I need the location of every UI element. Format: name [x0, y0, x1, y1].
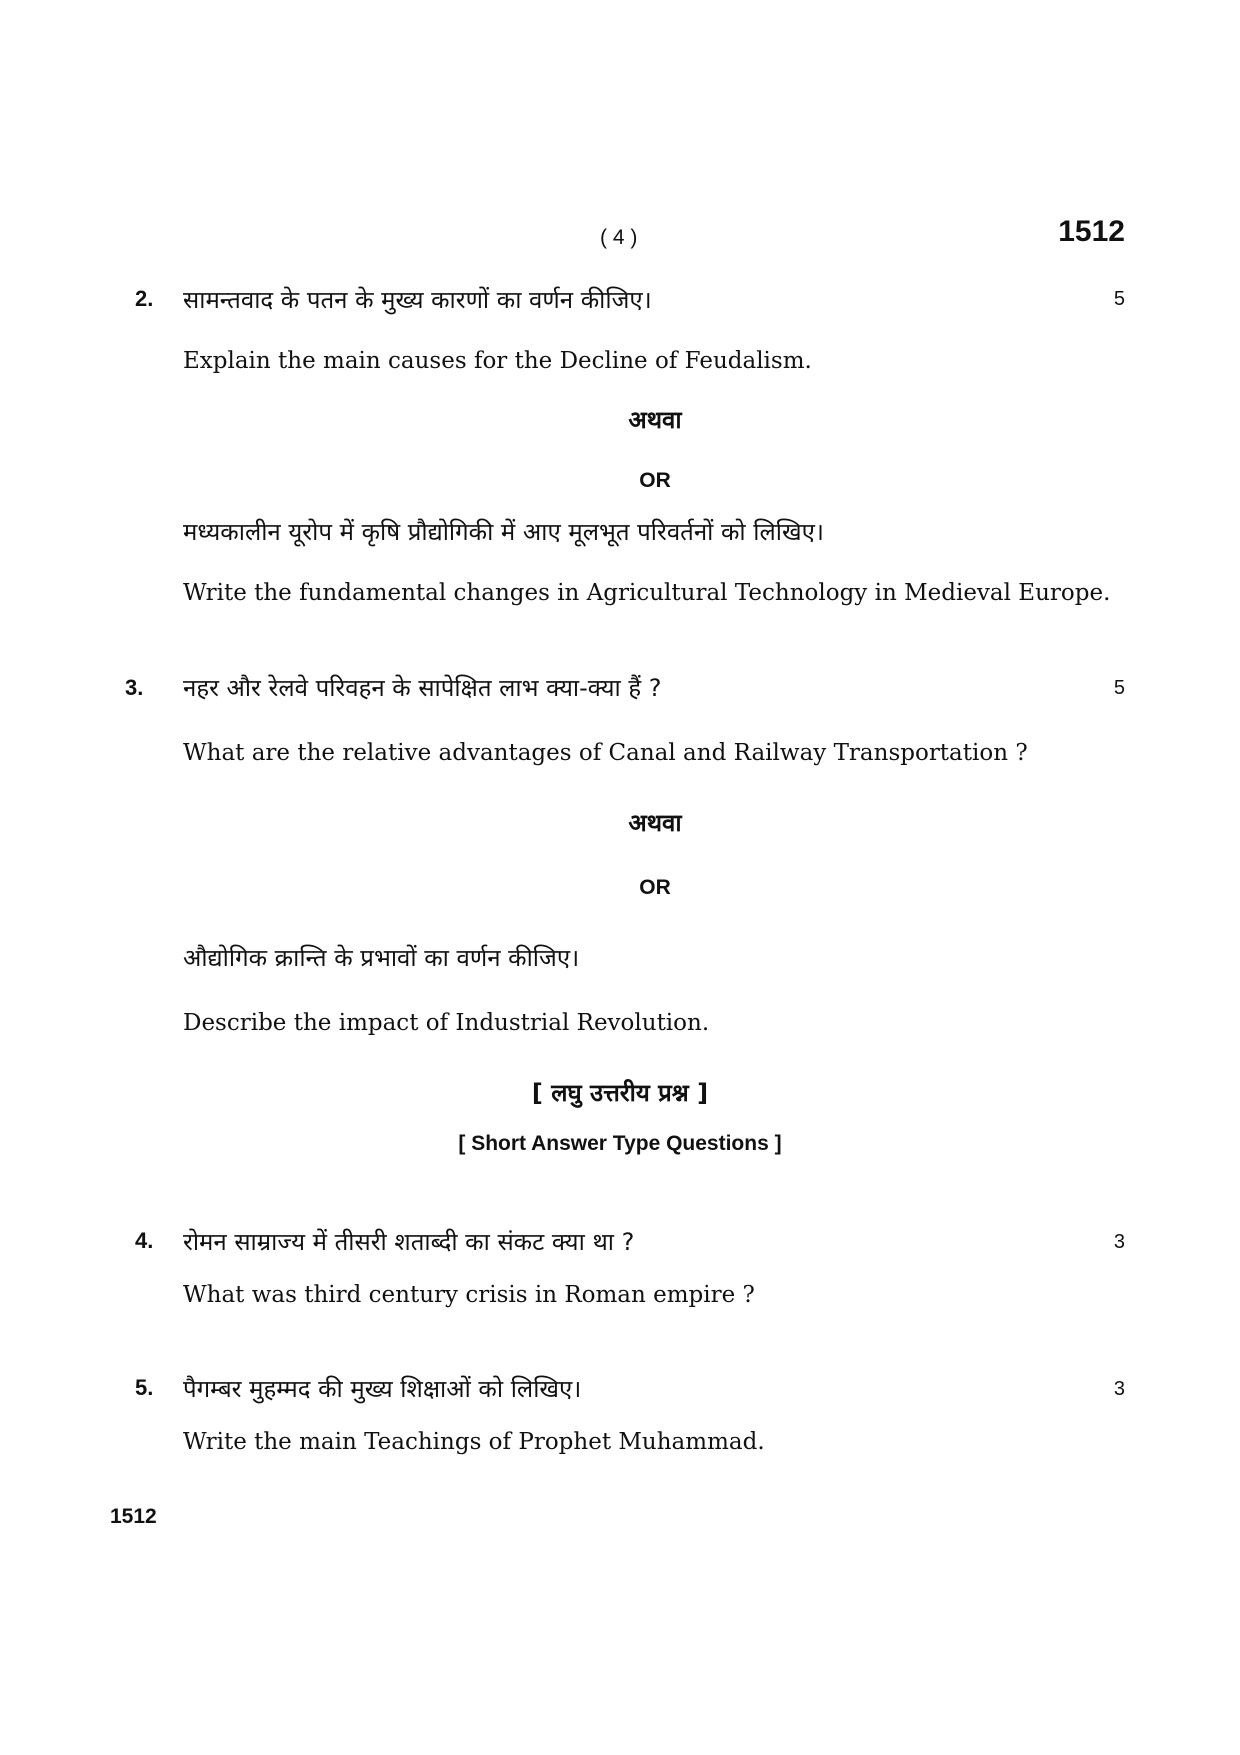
- question-number-3: 3.: [125, 675, 144, 700]
- question-4-marks: 3: [1113, 1231, 1125, 1253]
- question-3-hindi: नहर और रेलवे परिवहन के सापेक्षित लाभ क्या-क्या हैं ?: [183, 674, 662, 702]
- question-3-marks: 5: [1113, 677, 1125, 699]
- question-2-english: Explain the main causes for the Decline of Feudalism.: [183, 348, 812, 374]
- question-3-alt-hindi: औद्योगिक क्रान्ति के प्रभावों का वर्णन कीजिए।: [183, 944, 580, 972]
- question-5-english: Write the main Teachings of Prophet Muhammad.: [183, 1429, 765, 1455]
- question-2-marks: 5: [1113, 288, 1125, 310]
- section-heading-english: [ Short Answer Type Questions ]: [458, 1132, 782, 1155]
- paper-code: 1512: [1058, 215, 1125, 248]
- or-english-2: OR: [639, 876, 671, 899]
- or-english-1: OR: [639, 469, 671, 492]
- question-2-hindi: सामन्तवाद के पतन के मुख्य कारणों का वर्णन कीजिए।: [183, 286, 652, 314]
- section-heading-hindi: [ लघु उत्तरीय प्रश्न ]: [531, 1079, 709, 1107]
- question-2-alt-english: Write the fundamental changes in Agricultural Technology in Medieval Europe.: [183, 580, 1111, 606]
- footer-code: 1512: [110, 1505, 157, 1528]
- page-number: ( 4 ): [600, 226, 638, 249]
- or-hindi-2: अथवा: [628, 809, 682, 837]
- question-3-alt-english: Describe the impact of Industrial Revolution.: [183, 1010, 710, 1036]
- question-4-hindi: रोमन साम्राज्य में तीसरी शताब्दी का संकट क्या था ?: [183, 1228, 635, 1256]
- or-hindi-1: अथवा: [628, 406, 682, 434]
- question-2-alt-hindi: मध्यकालीन यूरोप में कृषि प्रौद्योगिकी में आए मूलभूत परिवर्तनों को लिखिए।: [183, 518, 824, 546]
- question-5-marks: 3: [1113, 1378, 1125, 1400]
- question-number-2: 2.: [135, 286, 154, 311]
- question-4-english: What was third century crisis in Roman empire ?: [183, 1282, 755, 1308]
- question-5-hindi: पैगम्बर मुहम्मद की मुख्य शिक्षाओं को लिखिए।: [183, 1375, 582, 1403]
- question-3-english: What are the relative advantages of Canal and Railway Transportation ?: [183, 740, 1028, 766]
- question-number-4: 4.: [135, 1228, 154, 1253]
- question-number-5: 5.: [135, 1375, 154, 1400]
